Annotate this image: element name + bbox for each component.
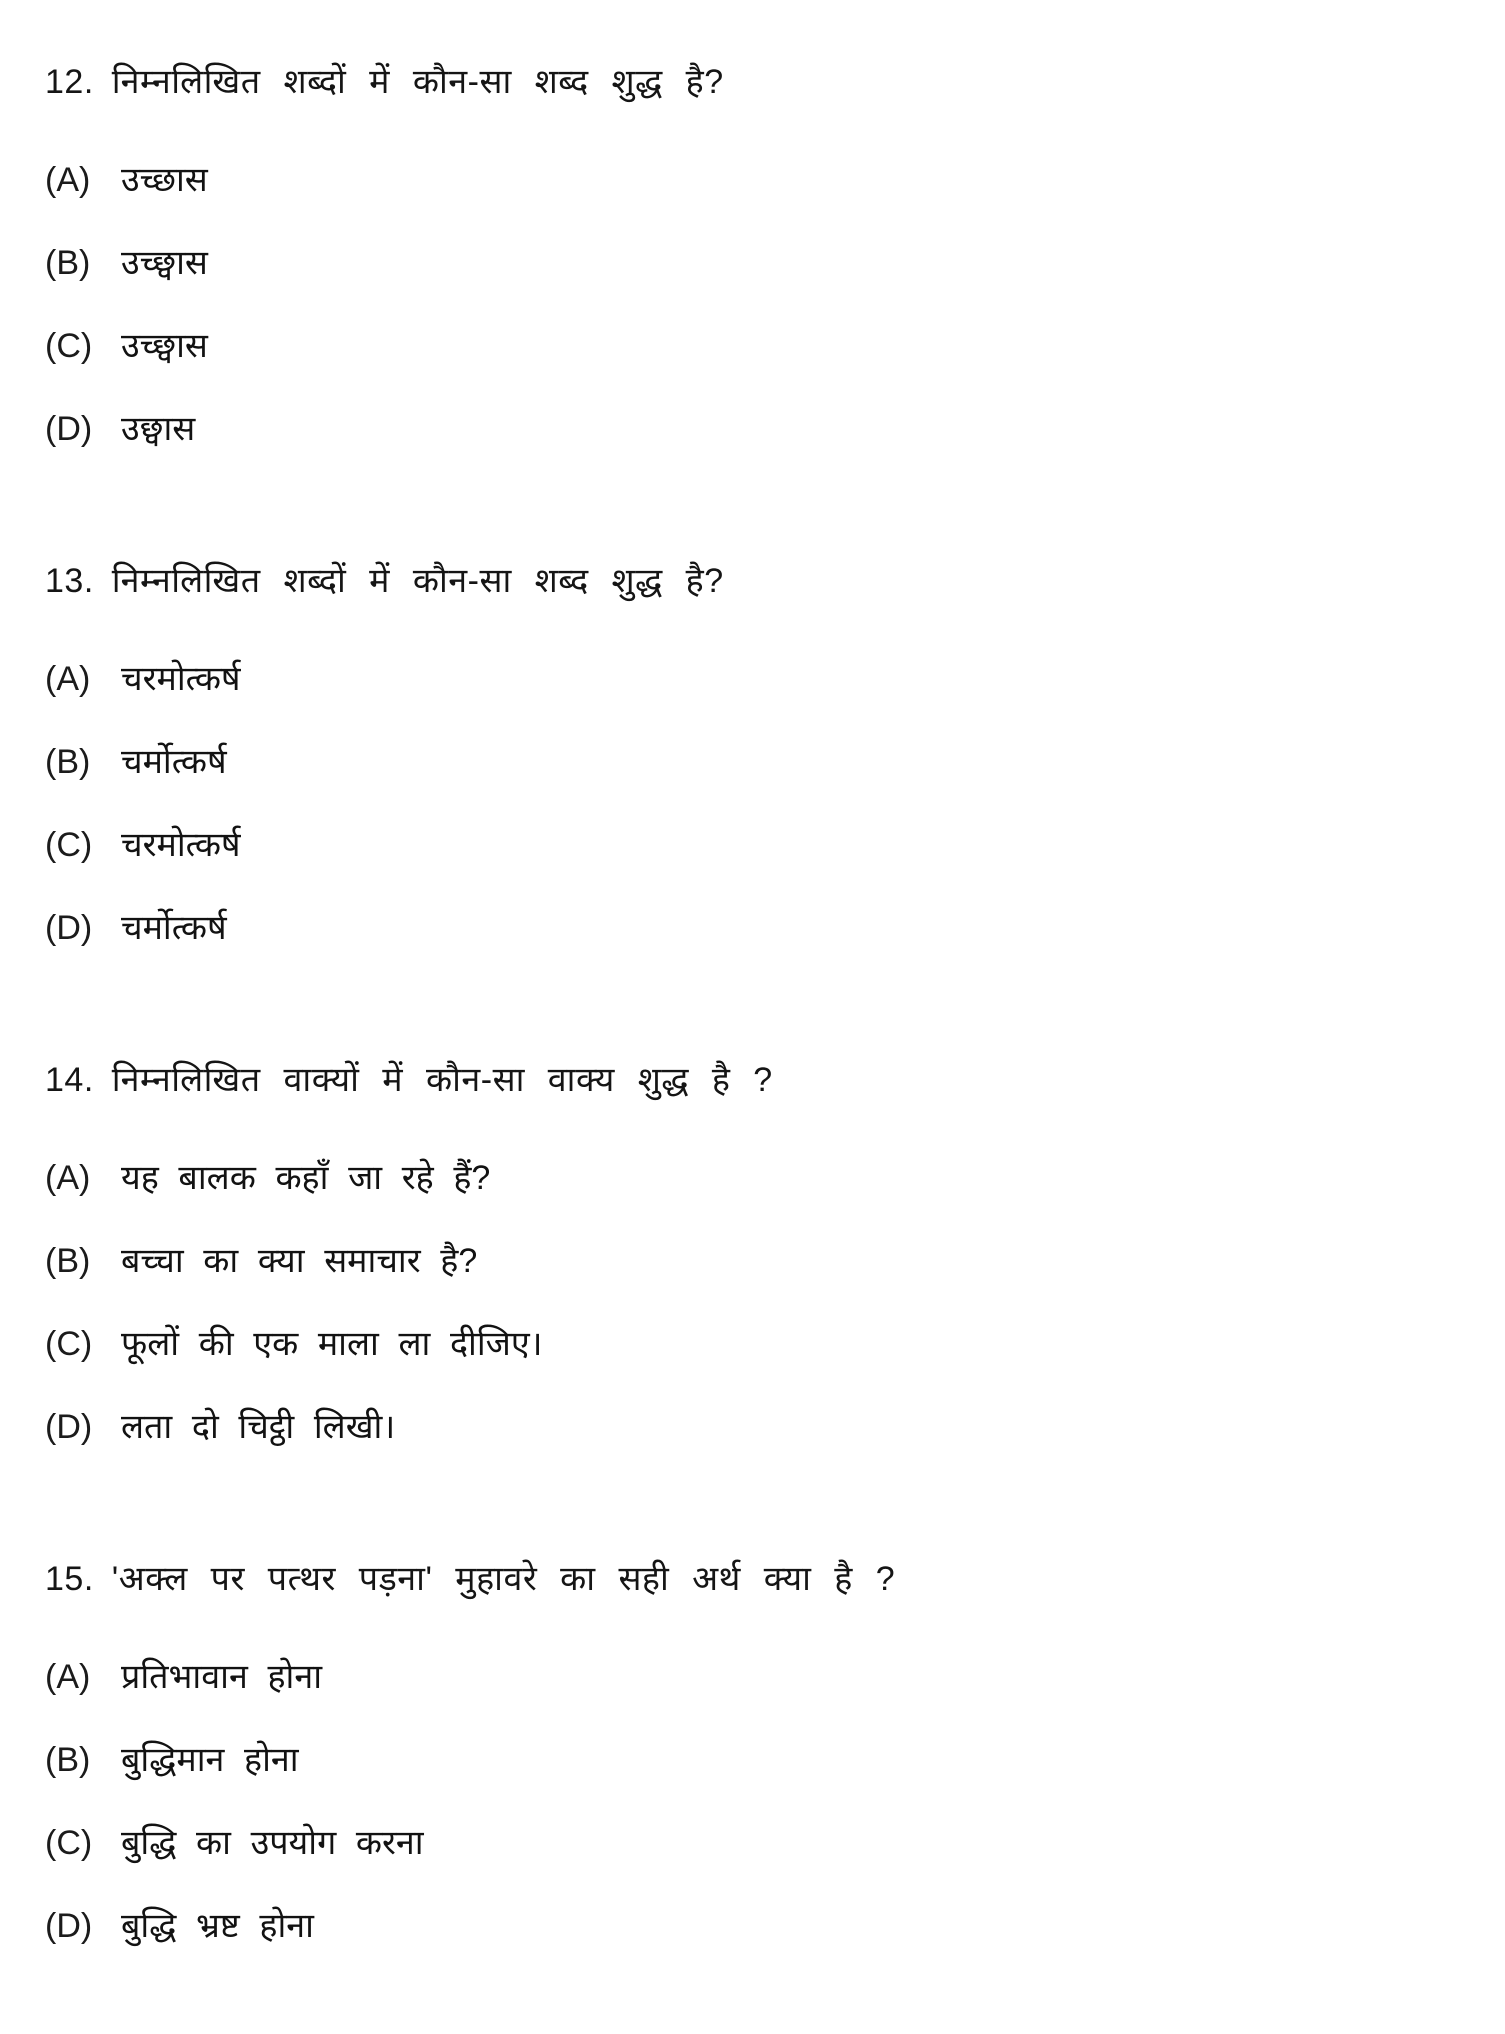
option-text: चरमोत्कर्ष — [121, 660, 241, 698]
question-header — [45, 561, 1445, 601]
option-row-d — [45, 1906, 1445, 1946]
option-row-d — [45, 409, 1445, 449]
option-letter: (A) — [45, 161, 91, 199]
question-header — [45, 62, 1445, 102]
option-text: प्रतिभावान होना — [121, 1658, 323, 1696]
option-letter: (B) — [45, 1741, 91, 1779]
option-letter: (D) — [45, 410, 93, 448]
option-text: चर्मोत्कर्ष — [121, 909, 227, 947]
option-text: उछ्वास — [121, 410, 196, 448]
question-header — [45, 1559, 1445, 1599]
option-letter: (C) — [45, 1325, 93, 1363]
option-text: बुद्धि भ्रष्ट होना — [121, 1907, 314, 1945]
option-letter: (C) — [45, 826, 93, 864]
option-row-c — [45, 1823, 1445, 1863]
option-letter: (D) — [45, 1408, 93, 1446]
option-letter: (C) — [45, 327, 93, 365]
option-letter: (D) — [45, 1907, 93, 1945]
option-text: बुद्धि का उपयोग करना — [121, 1824, 424, 1862]
question-header — [45, 1060, 1445, 1100]
option-text: लता दो चिट्ठी लिखी। — [121, 1408, 396, 1446]
question-number: 15. — [45, 1560, 94, 1598]
option-text: उच्छ्वास — [121, 327, 208, 365]
question-number: 13. — [45, 562, 94, 600]
option-letter: (B) — [45, 244, 91, 282]
option-text: चरमोत्कर्ष — [121, 826, 241, 864]
question-block-13 — [45, 561, 1445, 948]
option-letter: (A) — [45, 660, 91, 698]
option-letter: (A) — [45, 1159, 91, 1197]
option-row-b — [45, 742, 1445, 782]
option-text: बच्चा का क्या समाचार है? — [121, 1242, 478, 1280]
option-text: फूलों की एक माला ला दीजिए। — [121, 1325, 543, 1363]
option-row-c — [45, 1324, 1445, 1364]
question-number: 12. — [45, 63, 94, 101]
question-text: निम्नलिखित शब्दों में कौन-सा शब्द शुद्ध है? — [111, 562, 724, 600]
question-text: निम्नलिखित शब्दों में कौन-सा शब्द शुद्ध है? — [111, 63, 724, 101]
option-row-a — [45, 659, 1445, 699]
option-letter: (A) — [45, 1658, 91, 1696]
option-row-b — [45, 1740, 1445, 1780]
option-row-c — [45, 326, 1445, 366]
option-row-a — [45, 160, 1445, 200]
question-text: 'अक्ल पर पत्थर पड़ना' मुहावरे का सही अर्थ क्या है ? — [111, 1560, 896, 1598]
question-text: निम्नलिखित वाक्यों में कौन-सा वाक्य शुद्ध है ? — [111, 1061, 773, 1099]
option-letter: (C) — [45, 1824, 93, 1862]
option-row-a — [45, 1158, 1445, 1198]
option-row-a — [45, 1657, 1445, 1697]
option-letter: (B) — [45, 1242, 91, 1280]
option-text: बुद्धिमान होना — [121, 1741, 299, 1779]
question-number: 14. — [45, 1061, 94, 1099]
option-row-c — [45, 825, 1445, 865]
option-text: चर्मोत्कर्ष — [121, 743, 227, 781]
option-text: उच्छास — [121, 161, 208, 199]
option-text: यह बालक कहाँ जा रहे हैं? — [121, 1159, 491, 1197]
option-row-d — [45, 1407, 1445, 1447]
option-letter: (D) — [45, 909, 93, 947]
question-block-15 — [45, 1559, 1445, 1946]
option-row-d — [45, 908, 1445, 948]
question-block-14 — [45, 1060, 1445, 1447]
option-text: उच्छ्वास — [121, 244, 208, 282]
option-row-b — [45, 243, 1445, 283]
option-row-b — [45, 1241, 1445, 1281]
question-block-12 — [45, 62, 1445, 449]
option-letter: (B) — [45, 743, 91, 781]
